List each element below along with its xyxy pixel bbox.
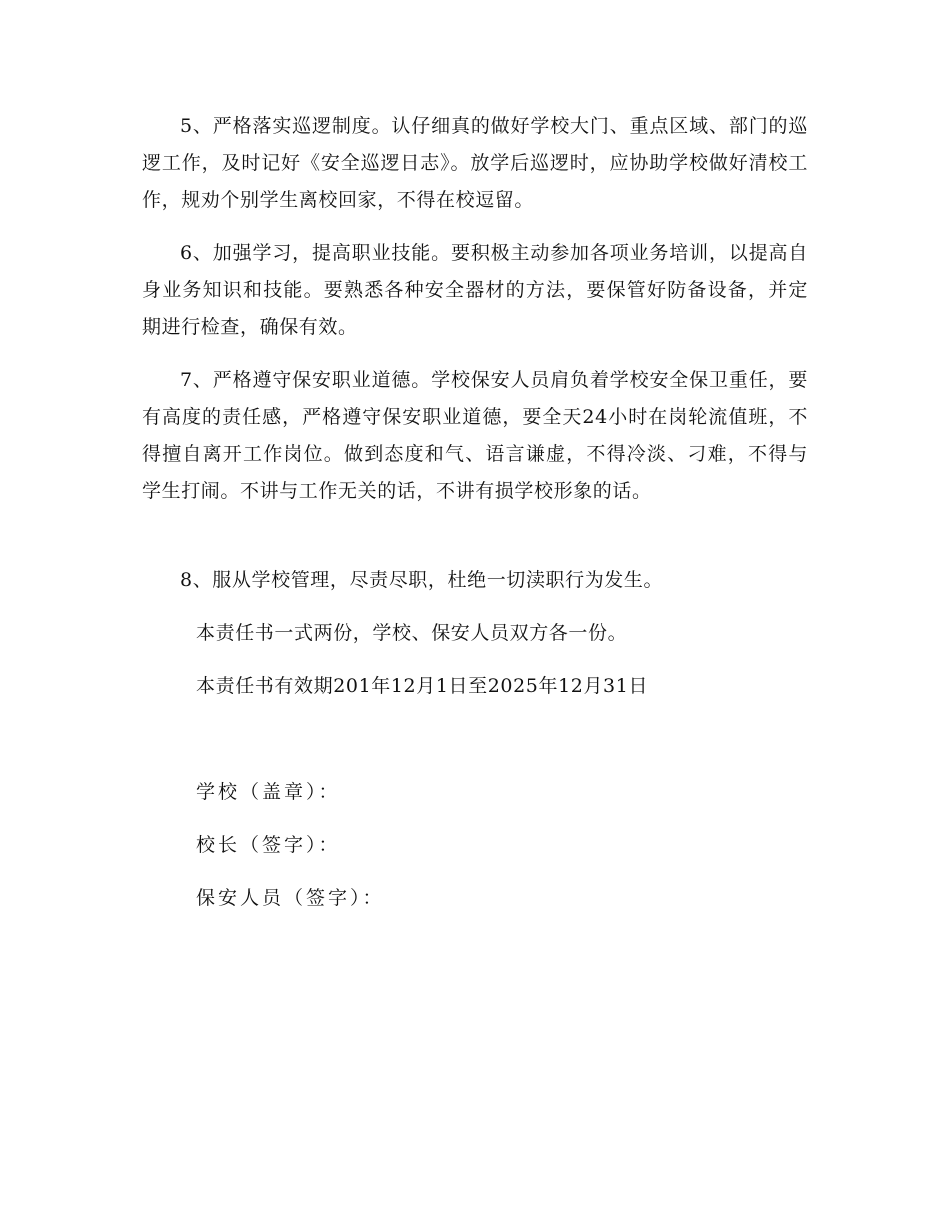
guard-signature-line: 保安人员（签字）： <box>196 887 385 909</box>
clause-5-patrol: 5、严格落实巡逻制度。认仔细真的做好学校大门、重点区域、部门的巡逻工作，及时记好《安全巡逻日志》。放学后巡逻时，应协助学校做好清校工作，规劝个别学生离校回家，不得在校逗留。 <box>142 115 808 211</box>
school-seal-line: 学校（盖章）： <box>196 781 341 803</box>
copies-note: 本责任书一式两份，学校、保安人员双方各一份。 <box>196 622 628 644</box>
validity-note: 本责任书有效期201年12月1日至2025年12月31日 <box>196 675 649 697</box>
principal-signature-line: 校长（签字）： <box>196 834 341 856</box>
clause-6-training: 6、加强学习，提高职业技能。要积极主动参加各项业务培训，以提高自身业务知识和技能。要熟悉各种安全器材的方法，要保管好防备设备，并定期进行检查，确保有效。 <box>142 242 808 338</box>
clause-7-ethics: 7、严格遵守保安职业道德。学校保安人员肩负着学校安全保卫重任，要有高度的责任感，严格遵守保安职业道德，要全天24小时在岗轮流值班，不得擅自离开工作岗位。做到态度和气、语言谦虚，不得冷淡、刁难，不得与学生打闹。不讲与工作无关的话，不讲有损学校形象的话。 <box>142 369 808 502</box>
clause-8-management: 8、服从学校管理，尽责尽职，杜绝一切渎职行为发生。 <box>180 569 664 591</box>
